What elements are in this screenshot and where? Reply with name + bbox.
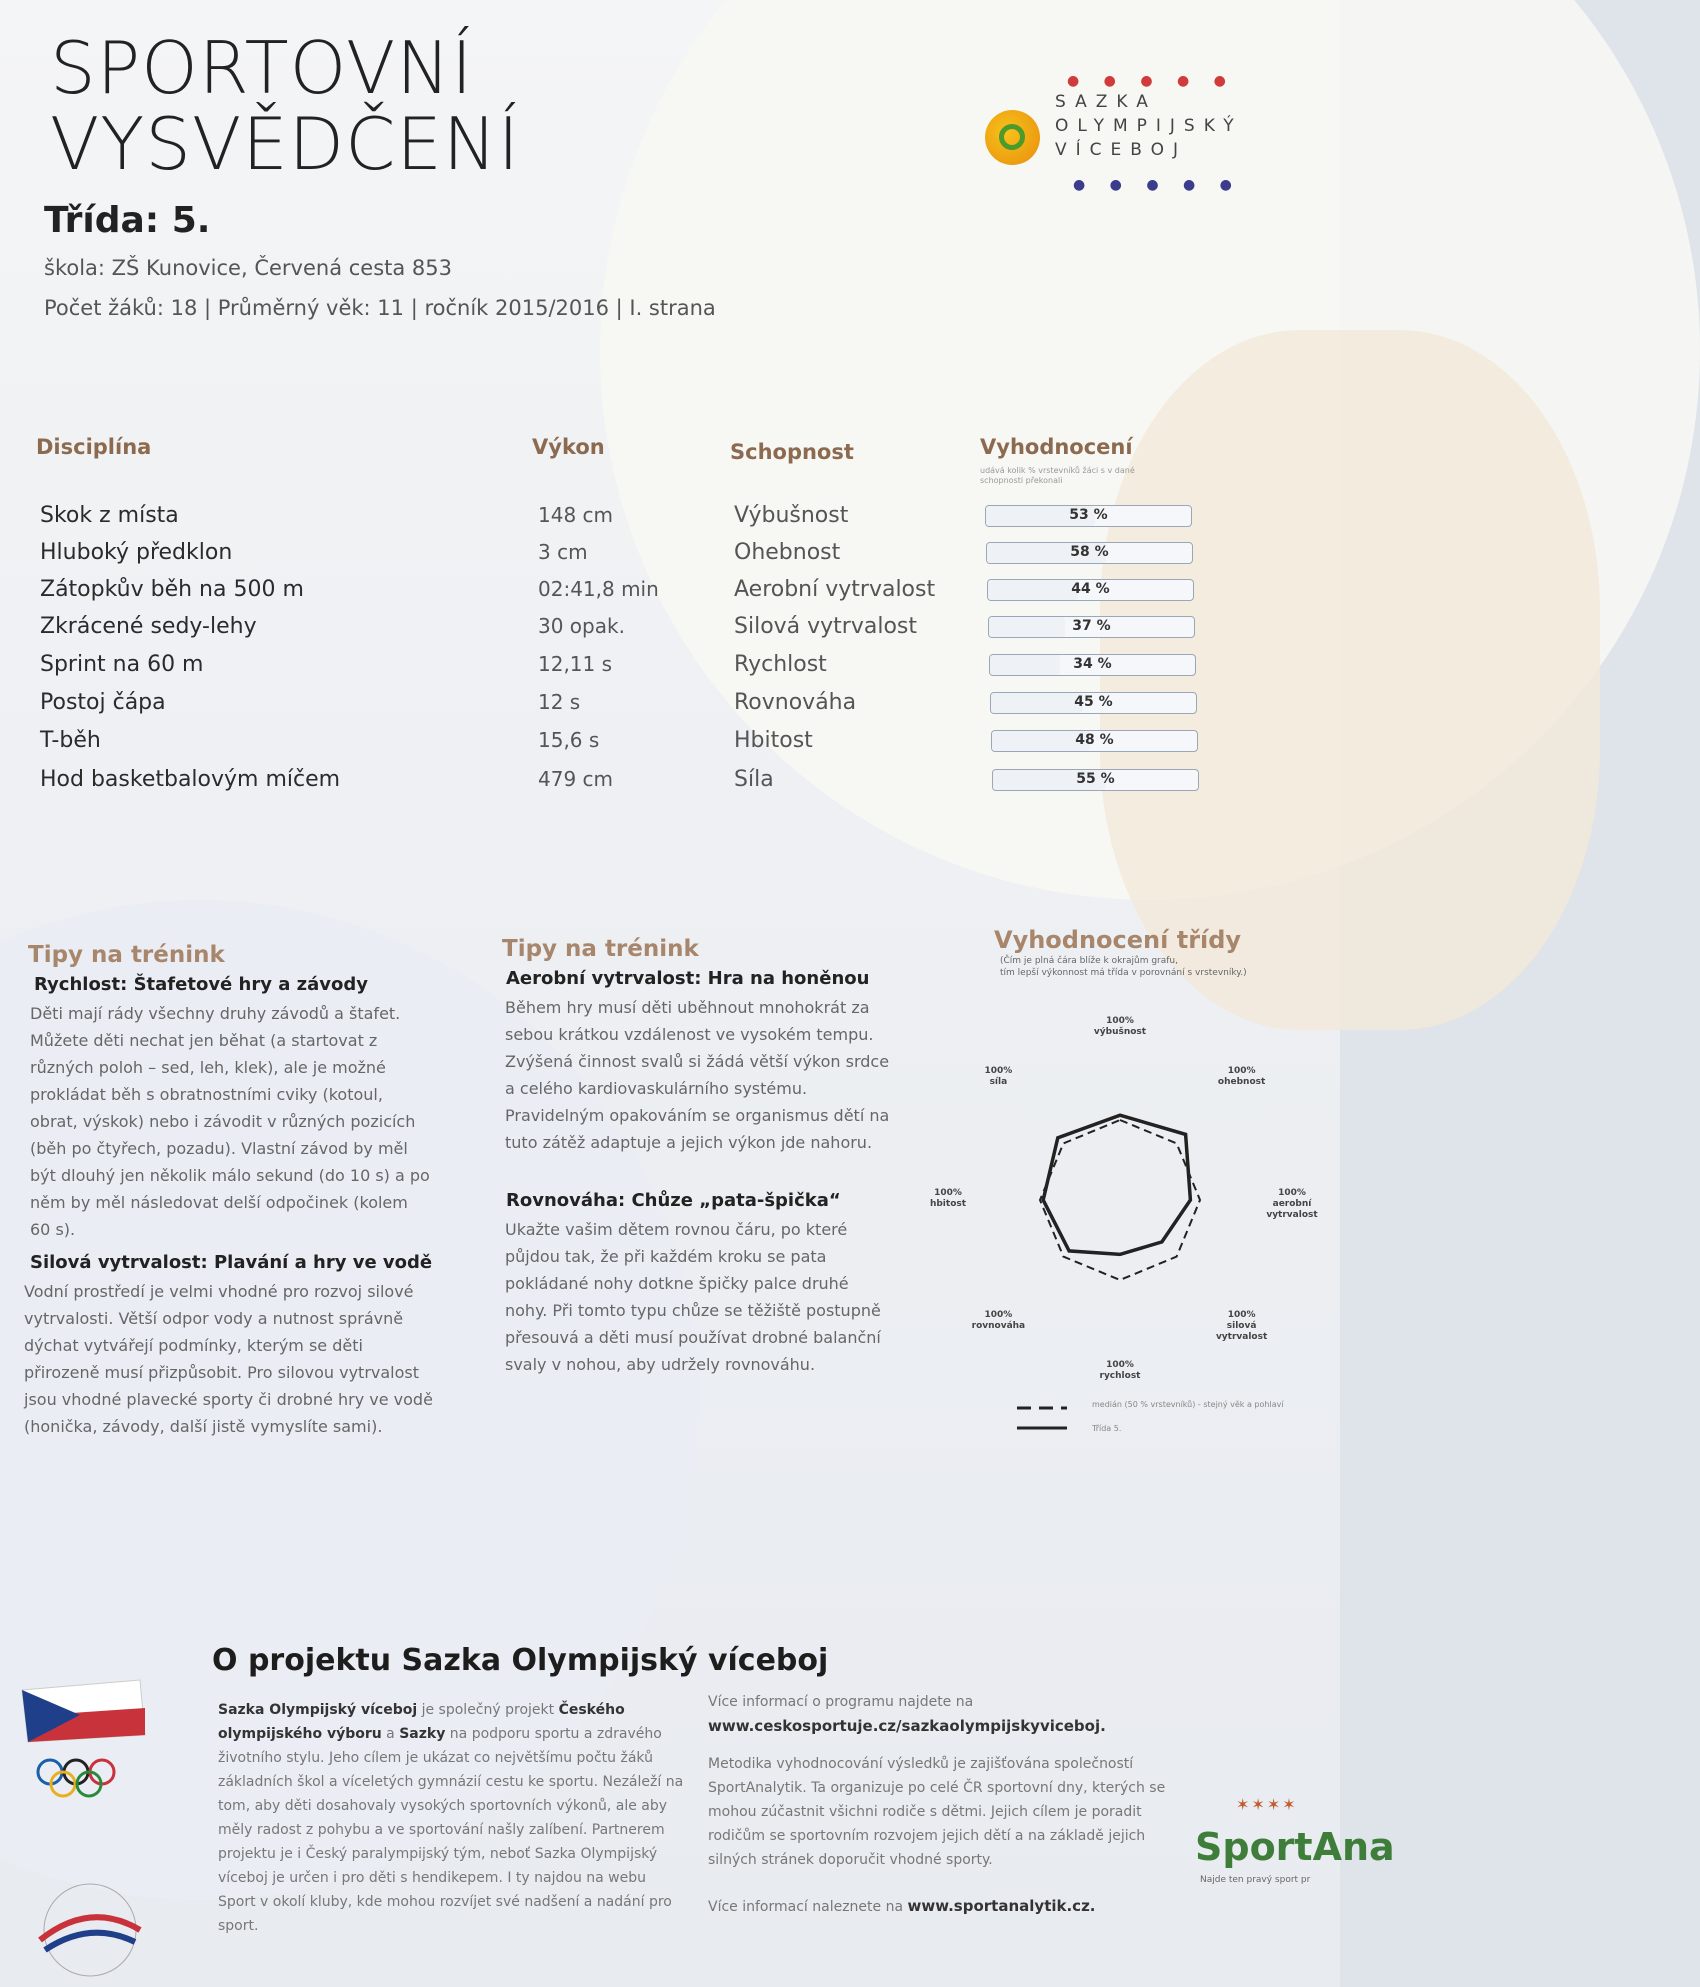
- sazka-logo: [985, 73, 1305, 195]
- evaluation-percent: 58 %: [1070, 544, 1109, 560]
- paralympic-logo-icon: [20, 1880, 160, 1980]
- document-title: [50, 26, 520, 186]
- about-bold-1: Sazka Olympijský víceboj: [218, 1702, 418, 1718]
- header-vyhodnoceni: Vyhodnocení: [980, 435, 1133, 459]
- cell-disciplina: Postoj čápa: [40, 690, 166, 715]
- logo-dots-bottom: ● ● ● ● ●: [1073, 177, 1242, 193]
- tip-title: Rychlost: Štafetové hry a závody: [34, 974, 368, 995]
- radar-axis-label: [958, 1066, 1038, 1088]
- cell-disciplina: Zkrácené sedy-lehy: [40, 614, 257, 639]
- tip-title: Rovnováha: Chůze „pata-špička“: [506, 1190, 841, 1211]
- evaluation-percent: 53 %: [1069, 507, 1108, 523]
- cell-vykon: 15,6 s: [538, 728, 600, 752]
- logo-line-2: OLYMPIJSKÝ: [1055, 116, 1243, 136]
- table-row: [0, 540, 1340, 574]
- header-disciplina: Disciplína: [36, 435, 152, 459]
- radar-axis-name: výbušnost: [1093, 1027, 1147, 1037]
- radar-axis-name: ohebnost: [1217, 1077, 1266, 1088]
- logo-line-3: VÍCEBOJ: [1055, 140, 1188, 160]
- radar-axis-max: 100%: [1227, 1066, 1256, 1077]
- olympic-flag-icon: [20, 1680, 150, 1800]
- cell-schopnost: Aerobní vytrvalost: [734, 577, 936, 602]
- radar-axis-label: [908, 1188, 988, 1210]
- radar-axis-name: rychlost: [1099, 1371, 1141, 1381]
- cell-disciplina: Hod basketbalovým míčem: [40, 767, 341, 792]
- tip-body: Ukažte vašim dětem rovnou čáru, po které půjdou tak, že při každém kroku se pata pokládané nohy dotkne špičky palce druhé nohy. Při tomto typu chůze se těžiště postupně přesouvá a děti musí používat drobné balanční svaly v nohou, aby udržely rovnováhu.: [505, 1220, 881, 1374]
- logo-line-1: SAZKA: [1055, 92, 1157, 112]
- table-row: [0, 767, 1340, 801]
- about-heading: O projektu Sazka Olympijský víceboj: [212, 1643, 829, 1678]
- logo-dots-top: ● ● ● ● ●: [1067, 73, 1236, 89]
- radar-title: Vyhodnocení třídy: [994, 926, 1242, 954]
- table-row: [0, 690, 1340, 724]
- evaluation-percent: 48 %: [1075, 732, 1114, 748]
- cell-disciplina: Skok z místa: [40, 503, 179, 528]
- radar-subtitle-2: tím lepší výkonnost má třída v porovnání s vrstevníky.): [1000, 968, 1247, 978]
- cell-vykon: 148 cm: [538, 503, 614, 527]
- evaluation-bar: [989, 654, 1196, 676]
- radar-axis-name: hbitost: [929, 1199, 967, 1209]
- radar-axis-name: silová vytrvalost: [1215, 1320, 1268, 1342]
- radar-axis-max: 100%: [934, 1188, 962, 1198]
- legend-median-label: medián (50 % vrstevníků) - stejný věk a pohlaví: [1092, 1400, 1284, 1409]
- sportanalytik-logo: SportAna: [1195, 1825, 1395, 1869]
- radar-class-line: [1043, 1115, 1190, 1254]
- sportanalytik-link[interactable]: www.sportanalytik.cz.: [907, 1897, 1096, 1915]
- about-text-2: a: [381, 1726, 400, 1742]
- about-column-2: [708, 1690, 1178, 1919]
- tip-body: Během hry musí děti uběhnout mnohokrát za sebou krátkou vzdálenost ve vysokém tempu. Zvýšená činnost svalů si žádá větší výkon srdce a celého kardiovaskulárního systému. Pravidelným opakováním se organismus dětí na tuto zátěž adaptuje a jejich výkon jde nahoru.: [505, 998, 890, 1152]
- evaluation-percent: 37 %: [1072, 618, 1111, 634]
- header-schopnost: Schopnost: [730, 440, 854, 464]
- evaluation-bar: [991, 730, 1198, 752]
- cell-vykon: 3 cm: [538, 540, 588, 564]
- table-row: [0, 652, 1340, 686]
- cell-disciplina: Zátopkův běh na 500 m: [40, 577, 304, 602]
- cell-schopnost: Silová vytrvalost: [734, 614, 918, 639]
- radar-axis-max: 100%: [984, 1066, 1013, 1077]
- evaluation-bar: [992, 769, 1199, 791]
- cell-schopnost: Výbušnost: [734, 503, 849, 528]
- radar-axis-max: 100%: [1106, 1360, 1134, 1370]
- radar-axis-label: [1202, 1066, 1282, 1088]
- evaluation-percent: 44 %: [1071, 581, 1110, 597]
- tips-heading-1: Tipy na trénink: [28, 942, 225, 968]
- radar-axis-name: aerobní vytrvalost: [1266, 1199, 1318, 1220]
- radar-axis-name: rovnováha: [971, 1320, 1026, 1331]
- class-label: Třída: 5.: [44, 200, 211, 241]
- radar-axis-max: 100%: [984, 1309, 1013, 1320]
- table-row: [0, 577, 1340, 611]
- radar-axis-name: síla: [989, 1077, 1008, 1088]
- cell-vykon: 30 opak.: [538, 614, 625, 638]
- table-row: [0, 503, 1340, 537]
- radar-subtitle: [1000, 955, 1247, 979]
- legend-lines: [1012, 1396, 1072, 1436]
- evaluation-percent: 45 %: [1074, 694, 1113, 710]
- title-line-2: VYSVĚDČENÍ: [50, 102, 520, 186]
- radar-axis-label: [1080, 1016, 1160, 1038]
- evaluation-bar: [990, 692, 1197, 714]
- about-text-3: na podporu sportu a zdravého životního stylu. Jeho cílem je ukázat co největšímu počtu žáků základních škol a víceletých gymnázií cestu ke sportu. Nezáleží na tom, aby děti dosahovaly vysokých sportovních výkonů, ale aby měly radost z pohybu a ve sportování našly zalíbení. Partnerem projektu je i Český paralympijský tým, neboť Sazka Olympijský víceboj je určen i pro děti s hendikepem. I ty najdou na webu Sport v okolí kluby, kde mohou rozvíjet své nadšení a nadání pro sport.: [218, 1726, 684, 1934]
- class-info: Počet žáků: 18 | Průměrný věk: 11 | ročník 2015/2016 | I. strana: [44, 296, 716, 320]
- cell-vykon: 479 cm: [538, 767, 614, 791]
- ceskosportuje-link[interactable]: www.ceskosportuje.cz/sazkaolympijskyviceboj.: [708, 1717, 1106, 1735]
- evaluation-bar: [987, 579, 1194, 601]
- table-row: [0, 728, 1340, 762]
- about-more-info-2: Více informací naleznete na: [708, 1899, 908, 1915]
- about-bold-3: Sazky: [399, 1726, 446, 1742]
- radar-axis-label: [1202, 1310, 1282, 1343]
- radar-axis-label: [958, 1310, 1038, 1332]
- radar-axis-max: 100%: [1227, 1309, 1256, 1320]
- about-method: Metodika vyhodnocování výsledků je zajišťována společností SportAnalytik. Ta organizuje po celé ČR sportovní dny, kterých se mohou zúčastnit všichni rodiče s dětmi. Jejich cílem je poradit rodičům se sportovním rozvojem jejich dětí a na základě jejich silných stránek doporučit vhodné sporty.: [708, 1756, 1166, 1868]
- sportanalytik-figures-icon: ✶✶✶✶: [1236, 1795, 1298, 1814]
- radar-axis-label: [1080, 1360, 1160, 1382]
- cell-schopnost: Rovnováha: [734, 690, 857, 715]
- cell-vykon: 12 s: [538, 690, 581, 714]
- tip-title: Silová vytrvalost: Plavání a hry ve vodě: [30, 1252, 433, 1273]
- radar-axis-max: 100%: [1278, 1188, 1306, 1198]
- cell-vykon: 12,11 s: [538, 652, 613, 676]
- tip-title: Aerobní vytrvalost: Hra na honěnou: [506, 968, 870, 989]
- about-more-info: Více informací o programu najdete na: [708, 1694, 974, 1710]
- cell-disciplina: Hluboký předklon: [40, 540, 233, 565]
- radar-subtitle-1: (Čím je plná čára blíže k okrajům grafu,: [1000, 956, 1178, 966]
- header-vykon: Výkon: [532, 435, 605, 459]
- evaluation-bar: [985, 505, 1192, 527]
- evaluation-bar: [988, 616, 1195, 638]
- school-label: škola: ZŠ Kunovice, Červená cesta 853: [44, 256, 453, 280]
- logo-circle-icon: [985, 110, 1040, 165]
- sportanalytik-tagline: Najde ten pravý sport pr: [1200, 1875, 1311, 1885]
- cell-schopnost: Rychlost: [734, 652, 827, 677]
- about-bold-2: Českého olympijského výboru: [218, 1702, 625, 1742]
- cell-disciplina: Sprint na 60 m: [40, 652, 204, 677]
- radar-axis-max: 100%: [1106, 1016, 1134, 1026]
- evaluation-percent: 34 %: [1073, 656, 1112, 672]
- cell-schopnost: Síla: [734, 767, 774, 792]
- radar-axis-label: [1252, 1188, 1332, 1221]
- cell-schopnost: Ohebnost: [734, 540, 841, 565]
- cell-vykon: 02:41,8 min: [538, 577, 659, 601]
- legend-class-label: Třída 5.: [1092, 1424, 1122, 1433]
- evaluation-bar: [986, 542, 1193, 564]
- title-line-1: SPORTOVNÍ: [50, 26, 474, 110]
- tip-body: Děti mají rády všechny druhy závodů a štafet. Můžete děti nechat jen běhat (a startovat z různých poloh – sed, leh, klek), ale je možné prokládat běh s obratnostními cviky (kotoul, obrat, výskok) nebo i závodit v různých pozicích (běh po čtyřech, pozadu). Vlastní závod by měl být dlouhý jen několik málo sekund (do 10 s) a po něm by měl následovat delší odpočinek (kolem 60 s).: [30, 1004, 430, 1239]
- tip-body: Vodní prostředí je velmi vhodné pro rozvoj silové vytrvalosti. Větší odpor vody a nutnost správně dýchat vytvářejí podmínky, kterým se děti přirozeně musí přizpůsobit. Pro silovou vytrvalost jsou vhodné plavecké sporty či drobné hry ve vodě (honička, závody, další jistě vymyslíte sami).: [24, 1282, 433, 1436]
- about-column-1: [218, 1698, 688, 1938]
- table-row: [0, 614, 1340, 648]
- evaluation-percent: 55 %: [1076, 771, 1115, 787]
- cell-disciplina: T-běh: [40, 728, 101, 753]
- cell-schopnost: Hbitost: [734, 728, 813, 753]
- vyhodnoceni-note: udává kolik % vrstevníků žáci s v dané schopnosti překonali: [980, 466, 1135, 485]
- logo-text: [1055, 90, 1243, 162]
- about-text-1: je společný projekt: [417, 1702, 559, 1718]
- tips-heading-2: Tipy na trénink: [502, 936, 699, 962]
